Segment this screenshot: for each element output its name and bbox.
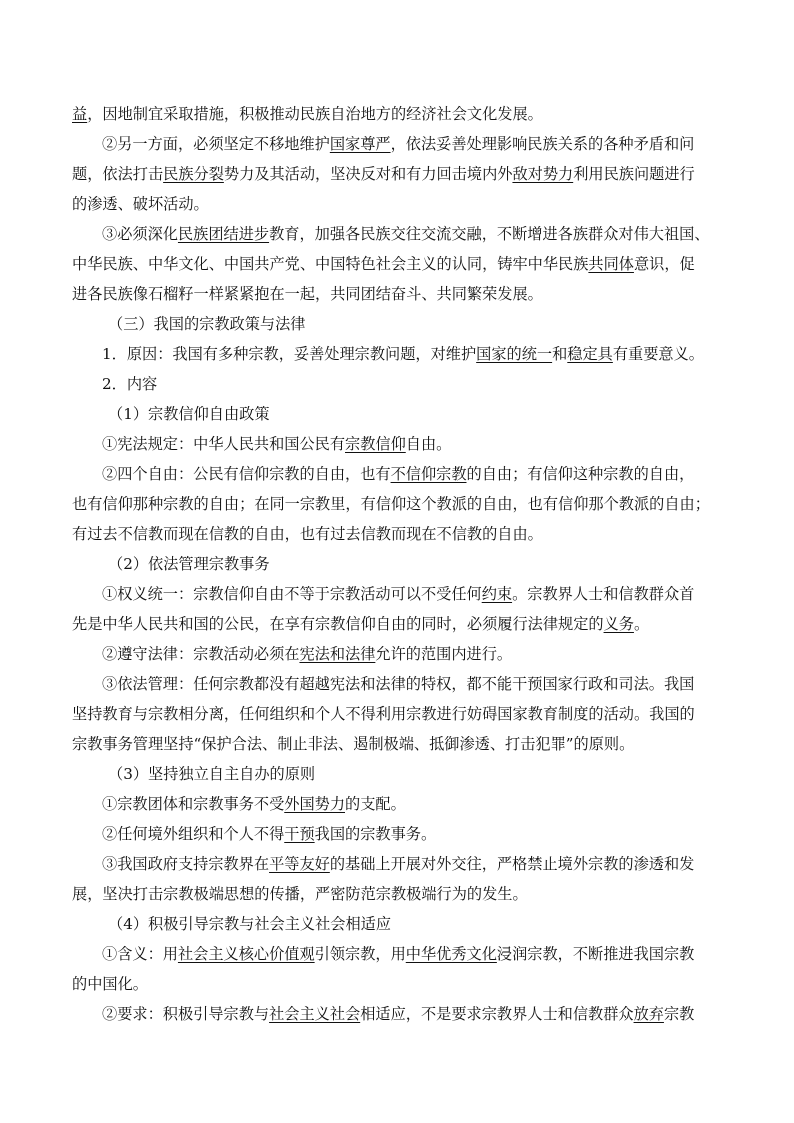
text-segment: 1．原因：我国有多种宗教，妥善处理宗教问题，对维护 [102,345,477,363]
text-segment: （1）宗教信仰自由政策 [108,405,270,423]
text-segment: ③我国政府支持宗教界在 [102,855,270,873]
underlined-key-term: 社会主义社会 [269,1005,361,1023]
underlined-key-term: 义务 [603,615,634,633]
text-line [72,249,732,279]
text-segment: ③必须深化 [102,225,178,243]
text-line [72,489,732,519]
text-line [72,999,732,1029]
text-segment: ②另一方面，必须坚定不移地维护 [102,135,330,153]
text-segment: 浸润宗教，不断推进我国宗教 [496,945,695,963]
text-line [72,159,732,189]
text-segment: ③依法管理：任何宗教都没有超越宪法和法律的特权，都不能干预国家行政和司法。我国 [102,675,695,693]
text-line [72,129,732,159]
text-segment: 教育，加强各民族交往交流交融，不断增进各族群众对伟大祖国、 [269,225,710,243]
text-line [72,699,732,729]
underlined-key-term: 约束 [481,585,513,603]
text-segment: 有重要意义。 [612,345,704,363]
text-segment: 自由。 [405,435,452,453]
text-segment: 也有信仰那种宗教的自由；在同一宗教里，有信仰这个教派的自由，也有信仰那个教派的自由； [72,495,710,513]
underlined-key-term: 宗教信仰 [345,435,406,453]
text-segment: （2）依法管理宗教事务 [108,555,270,573]
underlined-key-term: 社会主义核心价值观 [177,945,315,963]
text-line [72,339,732,369]
text-segment: 中华民族、中华文化、中国共产党、中国特色社会主义的认同，铸牢中华民族 [72,255,589,273]
text-segment: 。 [633,615,650,633]
text-line [72,429,732,459]
text-line [72,279,732,309]
text-segment: 势力及其活动，坚决反对和有力回击境内外 [223,165,513,183]
text-line [72,369,732,399]
text-segment: 的自由；有信仰这种宗教的自由， [466,465,695,483]
text-line [72,399,732,429]
text-segment: 宗教 [663,1005,695,1023]
text-segment: 坚持教育与宗教相分离，任何组织和个人不得利用宗教进行妨碍国家教育制度的活动。我国的 [72,705,695,723]
underlined-key-term: 国家尊严 [329,135,391,153]
text-line [72,189,732,219]
underlined-key-term: 民族团结进步 [177,225,270,243]
text-line [72,759,732,789]
text-segment: 和 [552,345,568,363]
text-segment: （三）我国的宗教政策与法律 [108,315,306,333]
text-segment: 的基础上开展对外交往，严格禁止境外宗教的渗透和发 [329,855,695,873]
text-segment: 题，依法打击 [72,165,164,183]
text-segment: 先是中华人民共和国的公民，在享有宗教信仰自由的同时，必须履行法律规定的 [72,615,604,633]
text-segment: ②四个自由：公民有信仰宗教的自由，也有 [102,465,391,483]
text-line [72,609,732,639]
underlined-key-term: 国家的统一 [476,345,553,363]
text-segment: 进各民族像石榴籽一样紧紧抱在一起，共同团结奋斗、共同繁荣发展。 [72,285,543,303]
underlined-key-term: 稳定具 [567,345,613,363]
text-segment: 的渗透、破坏活动。 [72,195,209,213]
text-line [72,909,732,939]
underlined-key-term: 不信仰宗教 [390,465,467,483]
text-segment: ②要求：积极引导宗教与 [102,1005,270,1023]
text-line [72,669,732,699]
text-segment: 的中国化。 [72,975,148,993]
text-line [72,789,732,819]
underlined-key-term: 宪法和法律 [299,645,376,663]
underlined-key-term: 外国势力 [284,795,345,813]
text-line [72,849,732,879]
text-segment: ②遵守法律：宗教活动必须在 [102,645,300,663]
text-segment: ②任何境外组织和个人不得 [102,825,285,843]
underlined-key-term: 共同体 [588,255,634,273]
text-segment: ，因地制宜采取措施，积极推动民族自治地方的经济社会文化发展。 [87,105,543,123]
text-segment: 利用民族问题进行 [573,165,695,183]
text-line [72,579,732,609]
text-segment: 相适应，不是要求宗教界人士和信教群众 [360,1005,634,1023]
underlined-key-term: 敌对势力 [512,165,574,183]
underlined-key-term: 民族分裂 [163,165,224,183]
text-segment: 意识，促 [633,255,695,273]
text-segment: ①含义：用 [102,945,178,963]
text-segment: 展，坚决打击宗教极端思想的传播，严密防范宗教极端行为的发生。 [72,885,528,903]
underlined-key-term: 放弃 [633,1005,664,1023]
text-line [72,729,732,759]
text-line [72,219,732,249]
text-segment: ①宗教团体和宗教事务不受 [102,795,285,813]
text-line [72,549,732,579]
text-line [72,99,732,129]
text-segment: 宗教事务管理坚持“保护合法、制止非法、遏制极端、抵御渗透、打击犯罪”的原则。 [72,735,635,753]
text-segment: 引领宗教，用 [314,945,406,963]
text-segment: 有过去不信教而现在信教的自由，也有过去信教而现在不信教的自由。 [72,525,543,543]
text-segment: （3）坚持独立自主自办的原则 [108,765,316,783]
document-page [72,99,732,1029]
text-segment: ①宪法规定：中华人民共和国公民有 [102,435,345,453]
underlined-key-term: 中华优秀文化 [405,945,497,963]
text-line [72,819,732,849]
text-segment: 的支配。 [345,795,406,813]
text-segment: 允许的范围内进行。 [375,645,513,663]
text-line [72,969,732,999]
text-segment: 2．内容 [102,375,158,393]
text-line [72,639,732,669]
text-segment: （4）积极引导宗教与社会主义社会相适应 [108,915,392,933]
text-line [72,519,732,549]
text-segment: ①权义统一：宗教信仰自由不等于宗教活动可以不受任何 [102,585,482,603]
text-line [72,309,732,339]
text-line [72,879,732,909]
text-line [72,459,732,489]
text-line [72,939,732,969]
underlined-key-term: 平等友好 [269,855,330,873]
text-segment: 。宗教界人士和信教群众首 [512,585,695,603]
text-segment: ，依法妥善处理影响民族关系的各种矛盾和问 [390,135,695,153]
underlined-key-term: 益 [72,105,88,123]
text-segment: 我国的宗教事务。 [314,825,437,843]
underlined-key-term: 干预 [284,825,315,843]
